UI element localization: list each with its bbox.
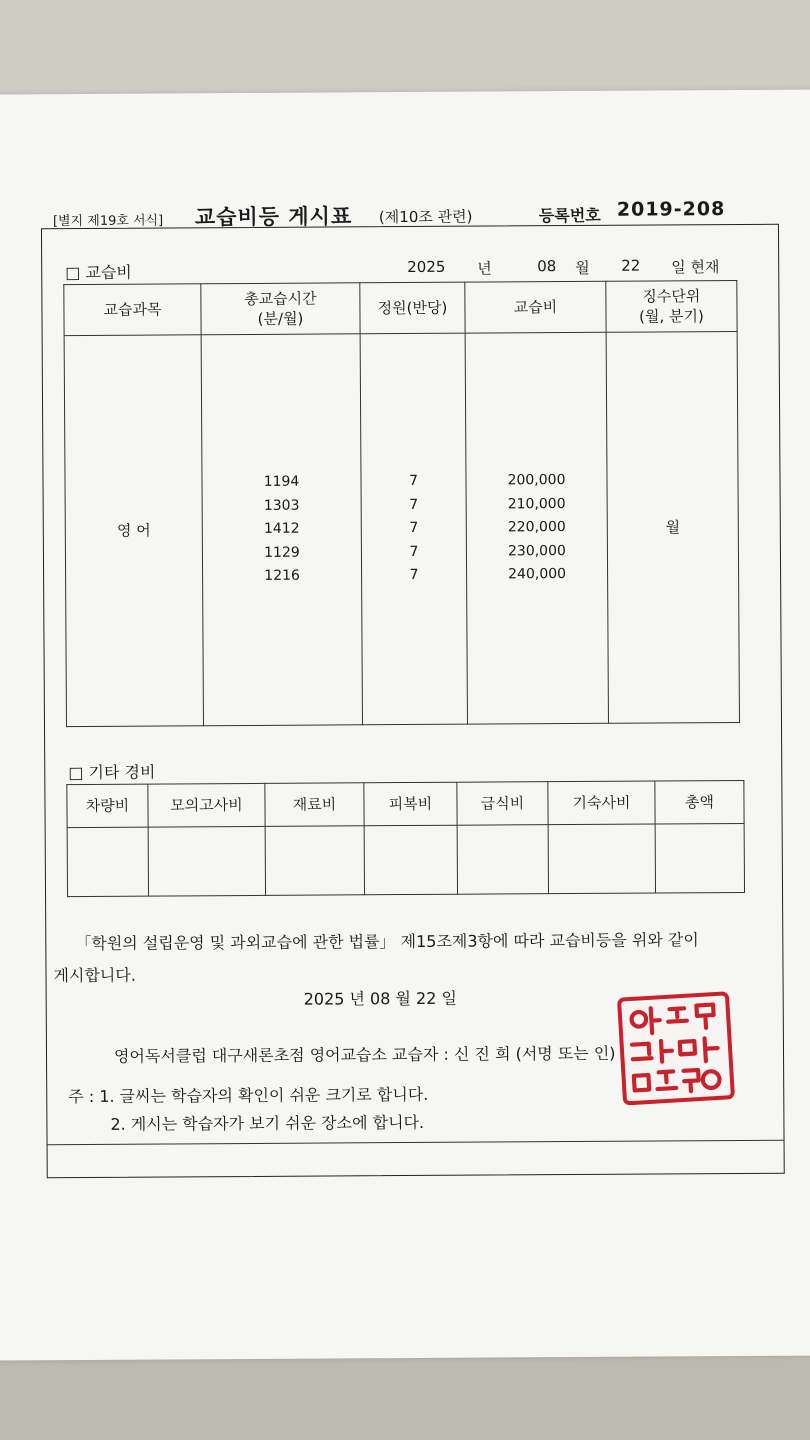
date-year-unit: 년	[477, 259, 492, 278]
col-materials: 재료비	[265, 783, 364, 827]
date-month: 08	[537, 257, 557, 276]
registration-label: 등록번호	[538, 205, 601, 226]
capacity-value: 7	[409, 520, 419, 537]
desk-surface	[0, 1356, 810, 1440]
tuition-header-row	[64, 280, 737, 335]
tuition-section-title: □ 교습비	[65, 262, 132, 283]
date-month-unit: 월	[575, 258, 590, 277]
unit-cell: 월	[606, 331, 739, 723]
expense-cell	[67, 827, 148, 896]
fee-value: 200,000	[507, 472, 566, 489]
date-day: 22	[621, 256, 641, 275]
hours-cell	[201, 334, 362, 726]
notice-text	[53, 924, 753, 992]
date-day-unit: 일 현재	[671, 258, 720, 277]
capacity-value: 7	[409, 496, 419, 513]
col-dormitory: 기숙사비	[548, 781, 655, 825]
expense-data-row	[67, 823, 744, 896]
note-1: 주 : 1. 글씨는 학습자의 확인이 쉬운 크기로 합니다.	[68, 1084, 429, 1107]
subject-cell: 영 어	[64, 335, 203, 727]
expense-cell	[457, 825, 548, 895]
expense-table	[66, 780, 745, 897]
hours-value: 1412	[263, 520, 300, 538]
expense-cell	[364, 825, 457, 895]
col-mock-exam: 모의고사비	[148, 783, 265, 827]
registration-number: 2019-208	[616, 198, 726, 221]
document-subtitle: (제10조 관련)	[378, 207, 473, 227]
hours-value: 1216	[264, 567, 300, 585]
capacity-value: 7	[409, 543, 419, 560]
hours-value: 1303	[263, 497, 300, 514]
note-2: 2. 게시는 학습자가 보기 쉬운 장소에 합니다.	[110, 1112, 425, 1134]
col-vehicle: 차량비	[67, 784, 148, 827]
expense-cell	[148, 826, 265, 896]
fee-value: 210,000	[507, 495, 566, 513]
signer-line: 영어독서클럽 대구새론초점 영어교습소 교습자 : 신 진 희 (서명 또는 인)	[113, 1043, 616, 1066]
date-year: 2025	[407, 257, 446, 277]
fee-value: 220,000	[507, 519, 566, 536]
capacity-cell	[360, 333, 467, 725]
expense-header-row	[67, 780, 744, 827]
expense-cell	[548, 824, 655, 894]
fee-cell	[465, 332, 608, 724]
col-meal: 급식비	[457, 782, 548, 826]
official-seal	[617, 991, 735, 1105]
col-capacity: 정원(반당)	[360, 282, 465, 334]
expense-section-title: □ 기타 경비	[68, 762, 156, 783]
col-total-hours: 총교습시간 (분/월)	[201, 283, 360, 335]
col-fee: 교습비	[465, 281, 606, 333]
notice-line-1: 「학원의 설립운영 및 과외교습에 관한 법률」 제15조제3항에 따라 교습비등을 위와 같이	[75, 930, 699, 954]
seal-graphic	[621, 995, 731, 1101]
col-subject: 교습과목	[64, 284, 201, 336]
fee-value: 230,000	[507, 542, 566, 560]
notice-line-2: 게시합니다.	[53, 965, 136, 986]
expense-cell	[655, 823, 744, 893]
hours-value: 1194	[263, 473, 300, 491]
capacity-value: 7	[409, 567, 419, 584]
document-title: 교습비등 게시표	[194, 204, 353, 230]
fee-value: 240,000	[508, 566, 567, 583]
form-number: [별지 제19호 서식]	[52, 213, 164, 230]
col-collection-unit: 징수단위 (월, 분기)	[606, 280, 737, 332]
capacity-value: 7	[408, 473, 419, 490]
document-paper	[0, 89, 810, 1360]
tuition-table	[63, 280, 740, 727]
tuition-data-row	[64, 331, 739, 726]
col-total: 총액	[655, 780, 744, 824]
hours-value: 1129	[264, 544, 300, 561]
col-uniform: 피복비	[364, 782, 457, 826]
expense-cell	[265, 826, 364, 896]
notice-date: 2025 년 08 월 22 일	[303, 988, 457, 1009]
